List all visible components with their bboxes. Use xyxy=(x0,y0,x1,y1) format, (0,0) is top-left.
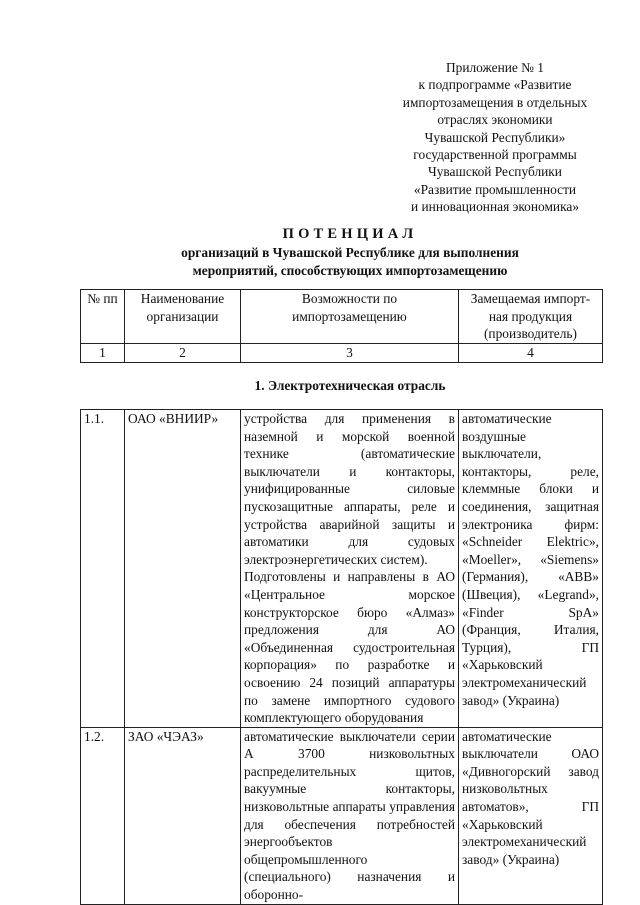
row-organization: ОАО «ВНИИР» xyxy=(125,410,241,728)
row-possibilities xyxy=(241,727,459,904)
appendix-line: и инновационная экономика» xyxy=(410,199,580,215)
document-title: ПОТЕНЦИАЛ xyxy=(282,226,418,242)
appendix-line: государственной программы xyxy=(413,147,577,163)
document-heading xyxy=(80,225,620,279)
column-number-row xyxy=(81,344,603,363)
appendix-line: «Развитие промышленности xyxy=(413,181,577,197)
column-number: 3 xyxy=(241,344,459,363)
row-replaced-products: автоматические выключатели ОАО «Дивногорский завод низковольтных автоматов», ГП «Харьковский электромеханический завод» (Украина) xyxy=(459,727,603,904)
row-organization: ЗАО «ЧЭАЗ» xyxy=(125,727,241,904)
document-subtitle-line: мероприятий, способствующих импортозамещению xyxy=(192,262,508,278)
header-organization: Наименование организации xyxy=(125,290,241,344)
possibilities-paragraph: автоматические выключатели серии А 3700 низковольтных распределительных щитов, вакуумные контакторы, низковольтные аппараты управления для обеспечения потребностей энергообъектов общепромышленного (специального) назначения и оборонно- xyxy=(244,728,455,903)
row-replaced-products: автоматические воздушные выключатели, контакторы, реле, клеммные блоки и соединения, защитная электроника фирм: «Schneider Elektric», «Moeller», «Siemens» (Германия), «ABB» (Швеция), «Legrand», «Finder SpA» (Франция, Италия, Турция), ГП «Харьковский электромеханический завод» (Украина) xyxy=(459,410,603,728)
table-row xyxy=(81,410,603,728)
header-replaced-products: Замещаемая импорт-ная продукция (производитель) xyxy=(459,290,603,344)
possibilities-paragraph: устройства для применения в наземной и морской военной технике (автоматические выключатели и контакторы, унифицированные силовые пускозащитные аппараты, реле и устройства аварийной защиты и автоматики для судовых электроэнергетических систем). xyxy=(244,411,455,567)
appendix-note xyxy=(392,59,598,216)
column-number: 4 xyxy=(459,344,603,363)
document-subtitle-line: организаций в Чувашской Республике для выполнения xyxy=(181,245,519,260)
header-possibilities: Возможности по импортозамещению xyxy=(241,290,459,344)
appendix-line: импортозамещения в отдельных xyxy=(402,94,588,110)
data-table xyxy=(80,409,603,905)
appendix-line: отраслях экономики xyxy=(437,112,553,128)
appendix-line: Чувашской Республики» xyxy=(424,129,566,145)
row-possibilities xyxy=(241,410,459,728)
column-number: 1 xyxy=(81,344,125,363)
possibilities-paragraph: Подготовлены и направлены в АО «Центральное морское конструкторское бюро «Алмаз» предложения для АО «Объединенная судостроительная корпорация» по разработке и освоению 24 позиций аппаратуры по замене импортного судового комплектующего оборудования xyxy=(244,569,455,726)
header-number: № пп xyxy=(81,290,125,344)
table-header-row xyxy=(81,290,603,344)
table-row xyxy=(81,727,603,904)
section-title: 1. Электротехническая отрасль xyxy=(254,378,446,393)
row-number: 1.2. xyxy=(81,727,125,904)
row-number: 1.1. xyxy=(81,410,125,728)
appendix-line: Приложение № 1 xyxy=(445,60,545,75)
header-table xyxy=(80,289,603,363)
appendix-line: Чувашской Республики xyxy=(428,164,562,180)
column-number: 2 xyxy=(125,344,241,363)
appendix-line: к подпрограмме «Развитие xyxy=(418,77,572,93)
